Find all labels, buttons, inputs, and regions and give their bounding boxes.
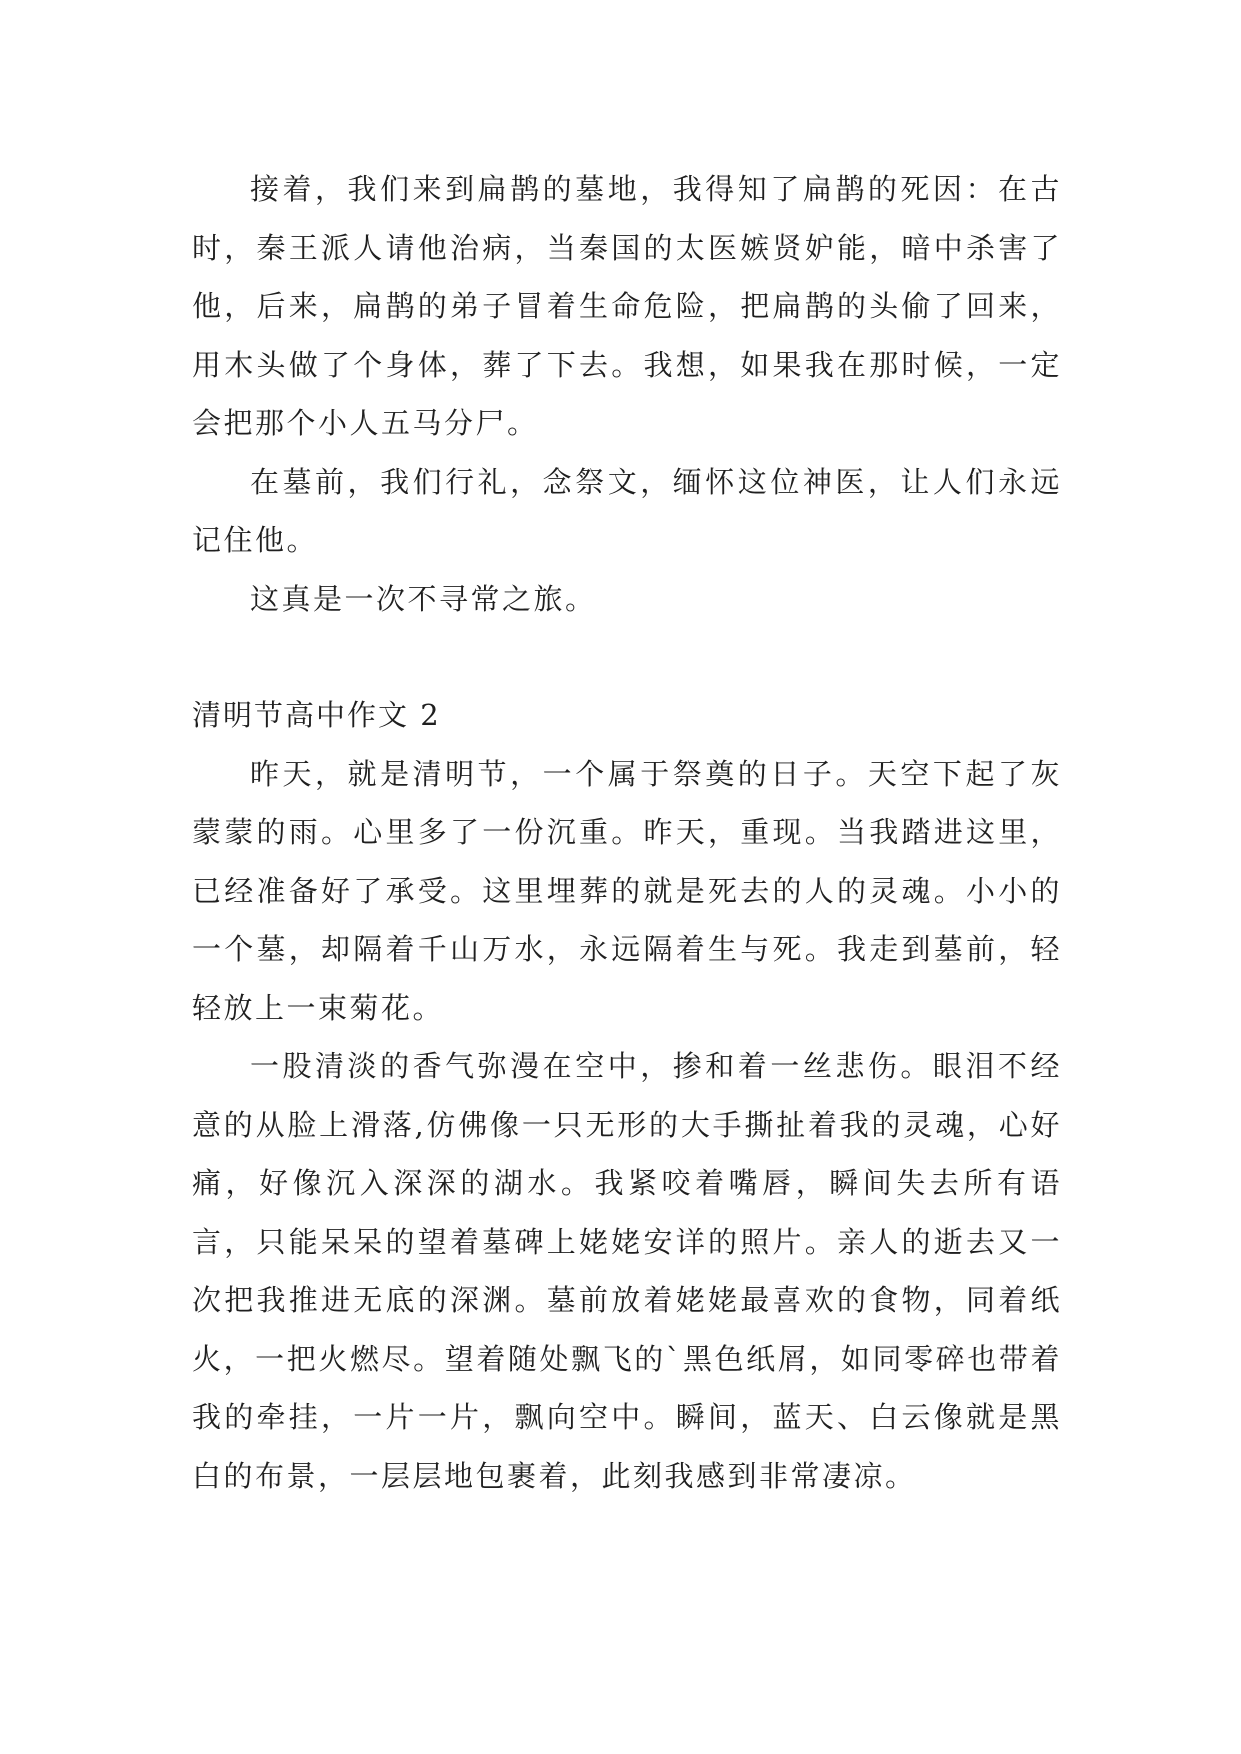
paragraph-qingming-day: 昨天，就是清明节，一个属于祭奠的日子。天空下起了灰蒙蒙的雨。心里多了一份沉重。昨天，重现。当我踏进这里，已经准备好了承受。这里埋葬的就是死去的人的灵魂。小小的一个墓，却隔着千山万水，永远隔着生与死。我走到墓前，轻轻放上一束菊花。	[192, 756, 1062, 1025]
paragraph-grief: 一股清淡的香气弥漫在空中，掺和着一丝悲伤。眼泪不经意的从脸上滑落,仿佛像一只无形的大手撕扯着我的灵魂，心好痛，好像沉入深深的湖水。我紧咬着嘴唇，瞬间失去所有语言，只能呆呆的望着墓碑上姥姥安详的照片。亲人的逝去又一次把我推进无底的深渊。墓前放着姥姥最喜欢的食物，同着纸火，一把火燃尽。望着随处飘飞的`黑色纸屑，如同零碎也带着我的牵挂，一片一片，飘向空中。瞬间，蓝天、白云像就是黑白的布景，一层层地包裹着，此刻我感到非常凄凉。	[192, 1049, 1062, 1493]
essay-heading: 清明节高中作文 2	[192, 698, 441, 732]
paragraph-trip-summary: 这真是一次不寻常之旅。	[250, 581, 597, 616]
paragraph-bianque-tomb: 接着，我们来到扁鹊的墓地，我得知了扁鹊的死因：在古时，秦王派人请他治病，当秦国的太医嫉贤妒能，暗中杀害了他，后来，扁鹊的弟子冒着生命危险，把扁鹊的头偷了回来，用木头做了个身体，葬了下去。我想，如果我在那时候，一定会把那个小人五马分尸。	[192, 172, 1062, 440]
document-body	[192, 160, 1062, 1505]
paragraph-memorial: 在墓前，我们行礼，念祭文，缅怀这位神医，让人们永远记住他。	[192, 464, 1062, 557]
